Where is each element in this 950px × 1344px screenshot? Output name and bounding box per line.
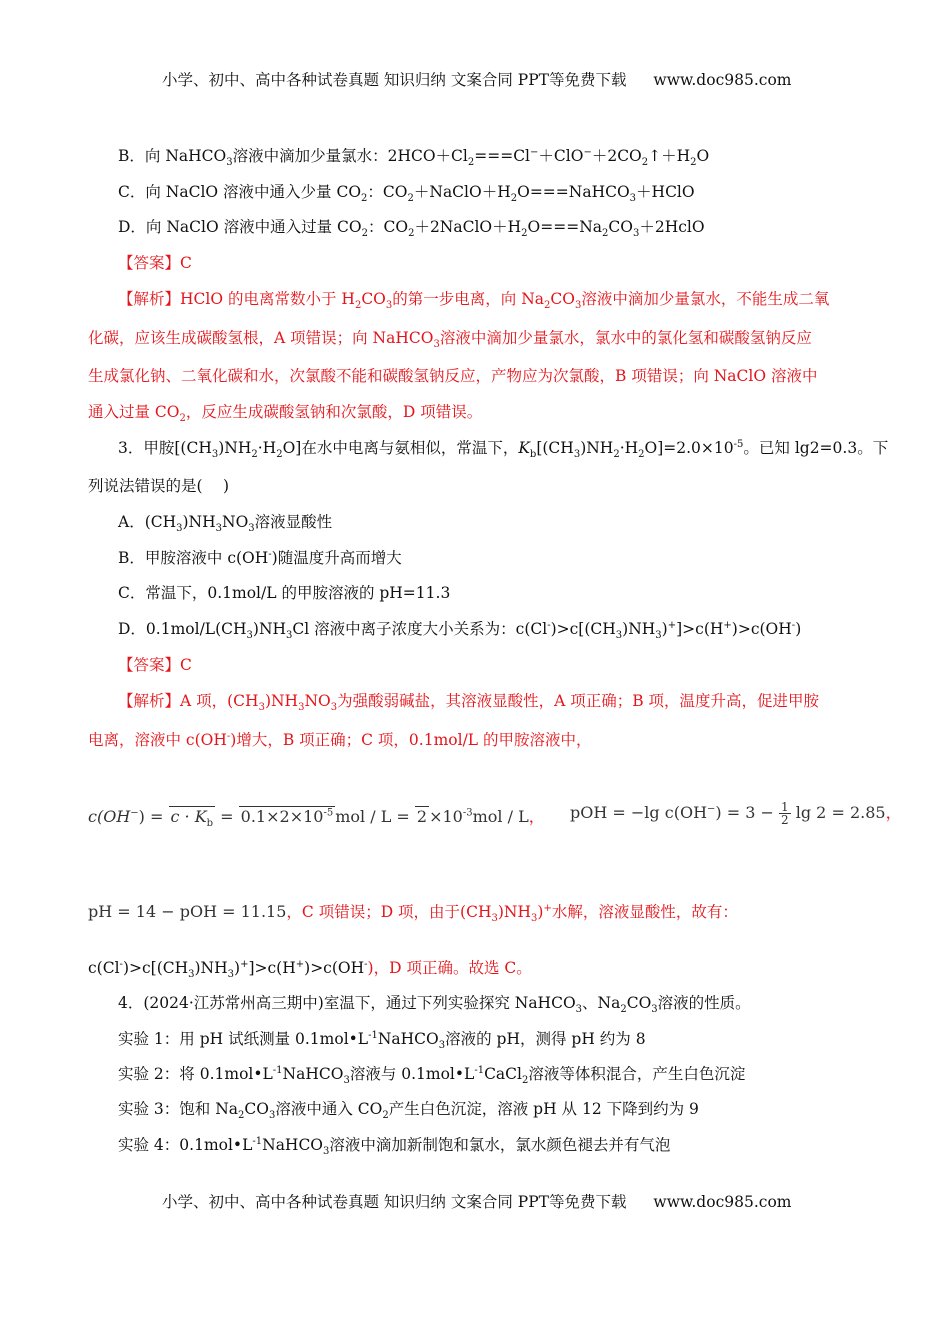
q4-experiment-1: 实验 1：用 pH 试纸测量 $0.1mol•L^{-1}NaHCO_3$溶液的 pH，测得 pH 约为 8 bbox=[118, 1029, 646, 1052]
q2-analysis-line4: 通入过量 $CO_2$，反应生成碳酸氢钠和次氯酸，D 项错误。 bbox=[88, 403, 483, 425]
q2-option-c: C．向 NaClO 溶液中通入少量 $CO_2$：$CO_2+NaClO+H_2O===NaHCO_3+HClO$ bbox=[118, 183, 695, 205]
header-text: 小学、初中、高中各种试卷真题 知识归纳 文案合同 PPT等免费下载 bbox=[162, 71, 627, 89]
sqrt-value: $0.1\times 2\times 10^{-5}$ bbox=[240, 807, 334, 826]
q3-analysis-line4: $c(Cl^-)>c[(CH_3)NH_3)^+]>c(H^+)>c(OH^-)$，D 项正确。故选 C。 bbox=[88, 958, 532, 981]
header-site: www.doc985.com bbox=[653, 71, 792, 89]
q3-answer: 【答案】C bbox=[118, 656, 192, 674]
q2-analysis-line3: 生成氯化钠、二氧化碳和水，次氯酸不能和碳酸氢钠反应，产物应为次氯酸，B 项错误；向 NaClO 溶液中 bbox=[88, 367, 818, 385]
page-header bbox=[162, 70, 791, 90]
footer-site: www.doc985.com bbox=[653, 1193, 792, 1211]
q2-analysis-line1: 【解析】HClO 的电离常数小于 $H_2CO_3$的第一步电离，向 $Na_2CO_3$溶液中滴加少量氯水，不能生成二氧 bbox=[118, 290, 830, 312]
q2-analysis-line2: 化碳，应该生成碳酸氢根，A 项错误；向 NaHCO$_3$溶液中滴加少量氯水，氯水中的氯化氢和碳酸氢钠反应 bbox=[88, 329, 812, 351]
q3-analysis-line3: pH = 14 − pOH = 11.15，C 项错误；D 项，由于$(CH_3)NH_3)^+$水解，溶液显酸性，故有： bbox=[88, 902, 738, 925]
q4-experiment-2: 实验 2：将 $0.1mol•L^{-1}NaHCO_3$溶液与 $0.1mol•L^{-1}CaCl_2$溶液等体积混合，产生白色沉淀 bbox=[118, 1064, 746, 1087]
formula-poh: pOH = −lg c(OH−) = 3 − $\frac{1}{2}$ lg 2 = 2.85， bbox=[570, 800, 902, 827]
q3-analysis-line1: 【解析】A 项，$(CH_3)NH_3NO_3$为强酸弱碱盐，其溶液显酸性，A 项正确；B 项，温度升高，促进甲胺 bbox=[118, 692, 820, 714]
footer-text: 小学、初中、高中各种试卷真题 知识归纳 文案合同 PPT等免费下载 bbox=[162, 1193, 627, 1211]
q3-option-c: C．常温下，0.1mol/L 的甲胺溶液的 pH=11.3 bbox=[118, 584, 451, 602]
q2-answer: 【答案】C bbox=[118, 254, 192, 272]
q3-option-a: A．$(CH_3)NH_3NO_3$溶液显酸性 bbox=[118, 513, 333, 535]
sqrt-c-kb: $c \cdot K_b$ bbox=[170, 807, 214, 830]
q4-experiment-4: 实验 4：$0.1mol•L^{-1}NaHCO_3$溶液中滴加新制饱和氯水，氯水颜色褪去并有气泡 bbox=[118, 1135, 671, 1158]
q4-experiment-3: 实验 3：饱和 $Na_2CO_3$溶液中通入 $CO_2$产生白色沉淀，溶液 pH 从 12 下降到约为 9 bbox=[118, 1100, 699, 1122]
formula-oh-concentration: $c(OH^-) = c \cdot K_b = 0.1\times 2\times 10^{-5}$ mol / $L = 2 \times 10^{-3}mol / L$， bbox=[88, 807, 545, 830]
q3-option-b: B．甲胺溶液中 c(OH-)随温度升高而增大 bbox=[118, 548, 402, 567]
q2-option-d: D．向 NaClO 溶液中通入过量 $CO_2$：$CO_2+2NaClO+H_2O===Na_2CO_3+2HclO$ bbox=[118, 218, 705, 240]
q4-stem: 4．(2024·江苏常州高三期中)室温下，通过下列实验探究 NaHCO$_3$、$Na_2CO_3$溶液的性质。 bbox=[118, 994, 751, 1016]
page-footer bbox=[162, 1192, 791, 1212]
q3-stem-line1: 3．甲胺$[(CH_3)NH_2\cdot H_2O]$在水中电离与氨相似，常温下，$K_b[(CH_3)NH_2\cdot H_2O]=2.0\times 10^{-5}$。已知 lg2=0.3。下 bbox=[118, 438, 889, 461]
q3-option-d: D．$0.1mol/L(CH_3)NH_3Cl$ 溶液中离子浓度大小关系为：$c(Cl^-)>c[(CH_3)NH_3)^+]>c(H^+)>c(OH^-)$ bbox=[118, 619, 802, 642]
fraction-half: $\frac{1}{2}$ bbox=[781, 800, 789, 827]
q3-stem-line2: 列说法错误的是( ) bbox=[88, 477, 230, 495]
q3-analysis-line2: 电离，溶液中 c(OH-)增大，B 项正确；C 项，0.1mol/L 的甲胺溶液中， bbox=[88, 730, 592, 749]
formula-ph: pH = 14 − pOH = 11.15 bbox=[88, 902, 287, 921]
q2-option-b: B．向 NaHCO$_3$溶液中滴加少量氯水：$2HCO+Cl_2===Cl^-+ClO^-+2CO_2↑+H_2O$ bbox=[118, 146, 710, 169]
sqrt-two: 2 bbox=[416, 807, 428, 826]
